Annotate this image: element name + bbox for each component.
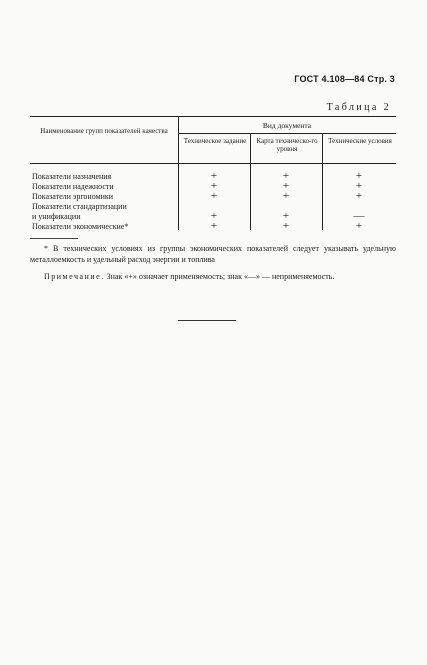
running-header: ГОСТ 4.108—84 Стр. 3 xyxy=(294,74,395,84)
column-header: Технические условия xyxy=(328,137,392,145)
row-label: Показатели эргономики xyxy=(32,192,114,201)
quality-indicators-table xyxy=(30,116,396,230)
applicability-mark: + xyxy=(282,180,290,192)
table-body xyxy=(30,164,396,230)
table-header xyxy=(30,117,396,164)
applicability-mark: + xyxy=(355,220,363,232)
footnote-rule xyxy=(30,238,78,239)
row-label: Показатели надежности xyxy=(32,182,114,191)
row-label: и унификации xyxy=(32,212,81,221)
applicability-mark: + xyxy=(282,220,290,232)
applicability-mark: + xyxy=(210,180,218,192)
row-label: Показатели экономические* xyxy=(32,222,129,231)
group-column-title: Наименование групп показателей качества xyxy=(40,127,168,135)
applicability-mark: + xyxy=(282,210,290,222)
applicability-mark: + xyxy=(210,220,218,232)
row-label: Показатели стандартизации xyxy=(32,202,127,211)
note-label: Примечание. xyxy=(44,272,105,281)
document-type-title: Вид документа xyxy=(262,121,312,130)
note-text: Знак «+» означает применяемость; знак «—» — неприменяемость. xyxy=(104,272,335,281)
row-label: Показатели назначения xyxy=(32,172,112,181)
end-rule xyxy=(178,320,236,321)
column-header: Карта техническо-го уровня xyxy=(256,137,318,153)
applicability-mark: + xyxy=(282,190,290,202)
note xyxy=(30,271,396,282)
applicability-mark: + xyxy=(210,190,218,202)
applicability-mark: + xyxy=(355,190,363,202)
applicability-mark: + xyxy=(210,210,218,222)
applicability-mark: + xyxy=(282,170,290,182)
column-header: Техническое задание xyxy=(183,137,247,145)
table-caption: Таблица 2 xyxy=(326,102,391,113)
applicability-mark: + xyxy=(210,170,218,182)
footnote: * В технических условиях из группы экономических показателей следует указывать удельную металлоемкость и удельный расход энергии и топлива xyxy=(30,244,396,264)
applicability-mark: + xyxy=(355,180,363,192)
applicability-mark: — xyxy=(353,210,365,222)
applicability-mark: + xyxy=(355,170,363,182)
